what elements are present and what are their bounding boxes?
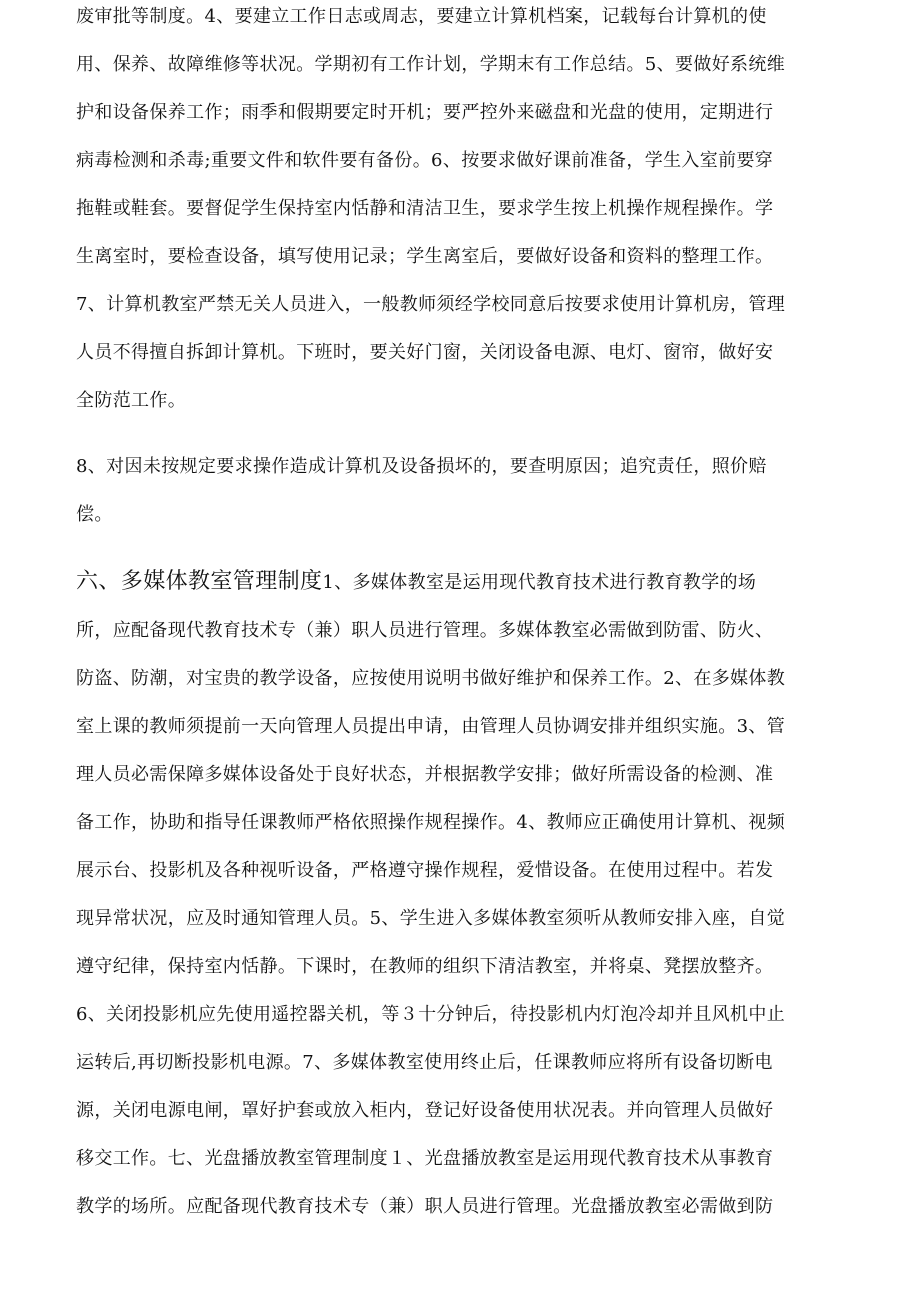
text-line: 运转后,再切断投影机电源。7、多媒体教室使用终止后，任课教师应将所有设备切断电	[76, 1052, 773, 1073]
section-heading: 六、多媒体教室管理制度	[76, 569, 323, 594]
text-line: 偿。	[76, 504, 113, 525]
text-line: 人员不得擅自拆卸计算机。下班时，要关好门窗，关闭设备电源、电灯、窗帘，做好安	[76, 342, 774, 363]
text-line: 现异常状况，应及时通知管理人员。5、学生进入多媒体教室须听从教师安排入座，自觉	[76, 908, 786, 929]
text-line: 生离室时，要检查设备，填写使用记录；学生离室后，要做好设备和资料的整理工作。	[76, 246, 774, 267]
text-line: 移交工作。七、光盘播放教室管理制度１、光盘播放教室是运用现代教育技术从事教育	[76, 1148, 774, 1169]
text-line: 展示台、投影机及各种视听设备，严格遵守操作规程，爱惜设备。在使用过程中。若发	[76, 860, 774, 881]
text-line: 理人员必需保障多媒体设备处于良好状态，并根据教学安排；做好所需设备的检测、准	[76, 764, 774, 785]
text-line: 教学的场所。应配备现代教育技术专（兼）职人员进行管理。光盘播放教室必需做到防	[76, 1196, 774, 1217]
text-line: 用、保养、故障维修等状况。学期初有工作计划，学期末有工作总结。5、要做好系统维	[76, 54, 786, 75]
text-line: 全防范工作。	[76, 390, 187, 411]
text-line: 源，关闭电源电闸，罩好护套或放入柜内，登记好设备使用状况表。并向管理人员做好	[76, 1100, 774, 1121]
text-line: 遵守纪律，保持室内恬静。下课时，在教师的组织下清洁教室，并将桌、凳摆放整齐。	[76, 956, 774, 977]
text-run: 1、多媒体教室是运用现代教育技术进行教育教学的场	[322, 572, 757, 593]
text-line: 备工作，协助和指导任课教师严格依照操作规程操作。4、教师应正确使用计算机、视频	[76, 812, 786, 833]
text-line: 所，应配备现代教育技术专（兼）职人员进行管理。多媒体教室必需做到防雷、防火、	[76, 620, 774, 641]
text-line: 6、关闭投影机应先使用遥控器关机，等３十分钟后，待投影机内灯泡冷却并且风机中止	[76, 1004, 786, 1025]
text-line: 护和设备保养工作；雨季和假期要定时开机；要严控外来磁盘和光盘的使用，定期进行	[76, 102, 774, 123]
text-line: 拖鞋或鞋套。要督促学生保持室内恬静和清洁卫生，要求学生按上机操作规程操作。学	[76, 198, 774, 219]
text-line: 8、对因未按规定要求操作造成计算机及设备损坏的，要查明原因；追究责任，照价赔	[76, 456, 767, 477]
section-heading-line	[76, 570, 756, 595]
text-line: 防盗、防潮，对宝贵的教学设备，应按使用说明书做好维护和保养工作。2、在多媒体教	[76, 668, 786, 689]
text-line: 废审批等制度。4、要建立工作日志或周志，要建立计算机档案，记载每台计算机的使	[76, 6, 767, 27]
text-line: 室上课的教师须提前一天向管理人员提出申请，由管理人员协调安排并组织实施。3、管	[76, 716, 786, 737]
text-line: 病毒检测和杀毒;重要文件和软件要有备份。6、按要求做好课前准备，学生入室前要穿	[76, 150, 774, 171]
text-line: 7、计算机教室严禁无关人员进入，一般教师须经学校同意后按要求使用计算机房，管理	[76, 294, 786, 315]
